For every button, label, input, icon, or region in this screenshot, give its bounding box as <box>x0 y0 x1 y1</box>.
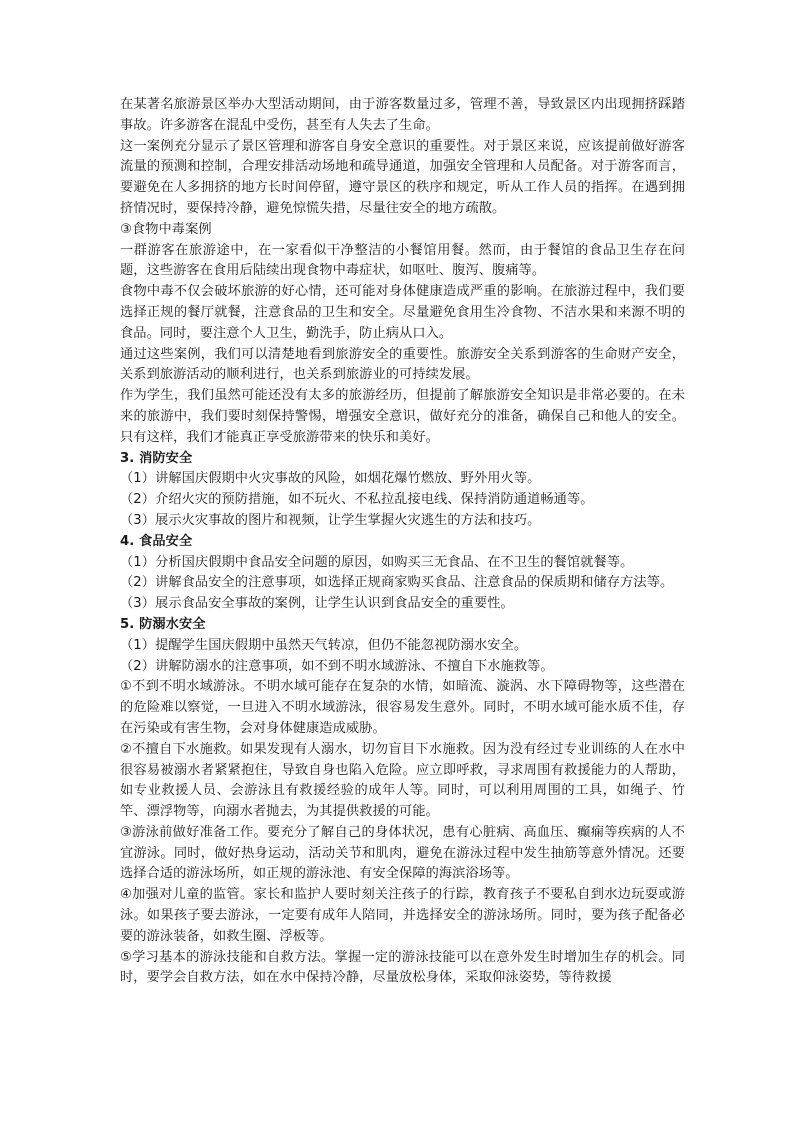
heading-food-safety: 4. 食品安全 <box>120 533 193 549</box>
drowning-tip-2: ②不擅自下水施救。如果发现有人溺水，切勿盲目下水施救。因为没有经过专业训练的人在水中很容易被溺水者紧紧抱住，导致自身也陷入危险。应立即呼救，寻求周围有救援能力的人帮助，如专业救援人员、会游泳且有救援经验的成年人等。同时，可以利用周围的工具，如绳子、竹竿、漂浮物等，向溺水者抛去，为其提供救援的可能。 <box>120 741 685 820</box>
drowning-tip-3: ③游泳前做好准备工作。要充分了解自己的身体状况，患有心脏病、高血压、癫痫等疾病的人不宜游泳。同时，做好热身运动，活动关节和肌肉，避免在游泳过程中发生抽筋等意外情况。还要选择合适的游泳场所，如正规的游泳池、有安全保障的海滨浴场等。 <box>120 824 685 882</box>
list-item-food-2: （2）讲解食品安全的注意事项，如选择正规商家购买食品、注意食品的保质期和储存方法等。 <box>120 575 674 591</box>
list-item-drowning-1: （1）提醒学生国庆假期中虽然天气转凉，但仍不能忽视防溺水安全。 <box>120 637 528 653</box>
list-item-food-3: （3）展示食品安全事故的案例，让学生认识到食品安全的重要性。 <box>120 596 514 612</box>
list-item-fire-2: （2）介绍火灾的预防措施，如不玩火、不私拉乱接电线、保持消防通道畅通等。 <box>120 492 594 508</box>
heading-drowning-safety: 5. 防溺水安全 <box>120 616 206 632</box>
paragraph-student-note: 作为学生，我们虽然可能还没有太多的旅游经历，但提前了解旅游安全知识是非常必要的。在未来的旅游中，我们要时刻保持警惕，增强安全意识，做好充分的准备，确保自己和他人的安全。只有这样，我们才能真正享受旅游带来的快乐和美好。 <box>120 388 685 445</box>
drowning-tip-4: ④加强对儿童的监管。家长和监护人要时刻关注孩子的行踪，教育孩子不要私自到水边玩耍或游泳。如果孩子要去游泳，一定要有成年人陪同，并选择安全的游泳场所。同时，要为孩子配备必要的游泳装备，如救生圈、浮板等。 <box>120 887 685 944</box>
paragraph-stampede-case: 在某著名旅游景区举办大型活动期间，由于游客数量过多，管理不善，导致景区内出现拥挤踩踏事故。许多游客在混乱中受伤，甚至有人失去了生命。 <box>120 97 685 133</box>
subheading-food-poisoning-case: ③食物中毒案例 <box>120 221 212 237</box>
list-item-food-1: （1）分析国庆假期中食品安全问题的原因，如购买三无食品、在不卫生的餐馆就餐等。 <box>120 554 634 570</box>
paragraph-food-poisoning-case: 一群游客在旅游途中，在一家看似干净整洁的小餐馆用餐。然而，由于餐馆的食品卫生存在问题，这些游客在食用后陆续出现食物中毒症状，如呕吐、腹泻、腹痛等。 <box>120 242 685 279</box>
list-item-fire-1: （1）讲解国庆假期中火灾事故的风险，如烟花爆竹燃放、野外用火等。 <box>120 471 541 487</box>
list-item-fire-3: （3）展示火灾事故的图片和视频，让学生掌握火灾逃生的方法和技巧。 <box>120 512 541 528</box>
paragraph-food-poisoning-analysis: 食物中毒不仅会破坏旅游的好心情，还可能对身体健康造成严重的影响。在旅游过程中，我们要选择正规的餐厅就餐，注意食品的卫生和安全。尽量避免食用生冷食物、不洁水果和来源不明的食品。同时，要注意个人卫生，勤洗手，防止病从口入。 <box>120 284 685 341</box>
drowning-tip-5: ⑤学习基本的游泳技能和自救方法。掌握一定的游泳技能可以在意外发生时增加生存的机会。同时，要学会自救方法，如在水中保持冷静，尽量放松身体，采取仰泳姿势，等待救援 <box>120 949 685 986</box>
paragraph-summary: 通过这些案例，我们可以清楚地看到旅游安全的重要性。旅游安全关系到游客的生命财产安全，关系到旅游活动的顺利进行，也关系到旅游业的可持续发展。 <box>120 346 685 383</box>
heading-fire-safety: 3. 消防安全 <box>120 450 193 466</box>
paragraph-stampede-analysis: 这一案例充分显示了景区管理和游客自身安全意识的重要性。对于景区来说，应该提前做好游客流量的预测和控制，合理安排活动场地和疏导通道，加强安全管理和人员配备。对于游客而言，要避免在人多拥挤的地方长时间停留，遵守景区的秩序和规定，听从工作人员的指挥。在遇到拥挤情况时，要保持冷静，避免惊慌失措，尽量往安全的地方疏散。 <box>120 138 685 216</box>
drowning-tip-1: ①不到不明水域游泳。不明水域可能存在复杂的水情，如暗流、漩涡、水下障碍物等，这些潜在的危险难以察觉，一旦进入不明水域游泳，很容易发生意外。同时，不明水域可能水质不佳，存在污染或有害生物，会对身体健康造成威胁。 <box>120 679 685 736</box>
document-page <box>120 95 685 989</box>
list-item-drowning-2: （2）讲解防溺水的注意事项，如不到不明水域游泳、不擅自下水施救等。 <box>120 658 554 674</box>
